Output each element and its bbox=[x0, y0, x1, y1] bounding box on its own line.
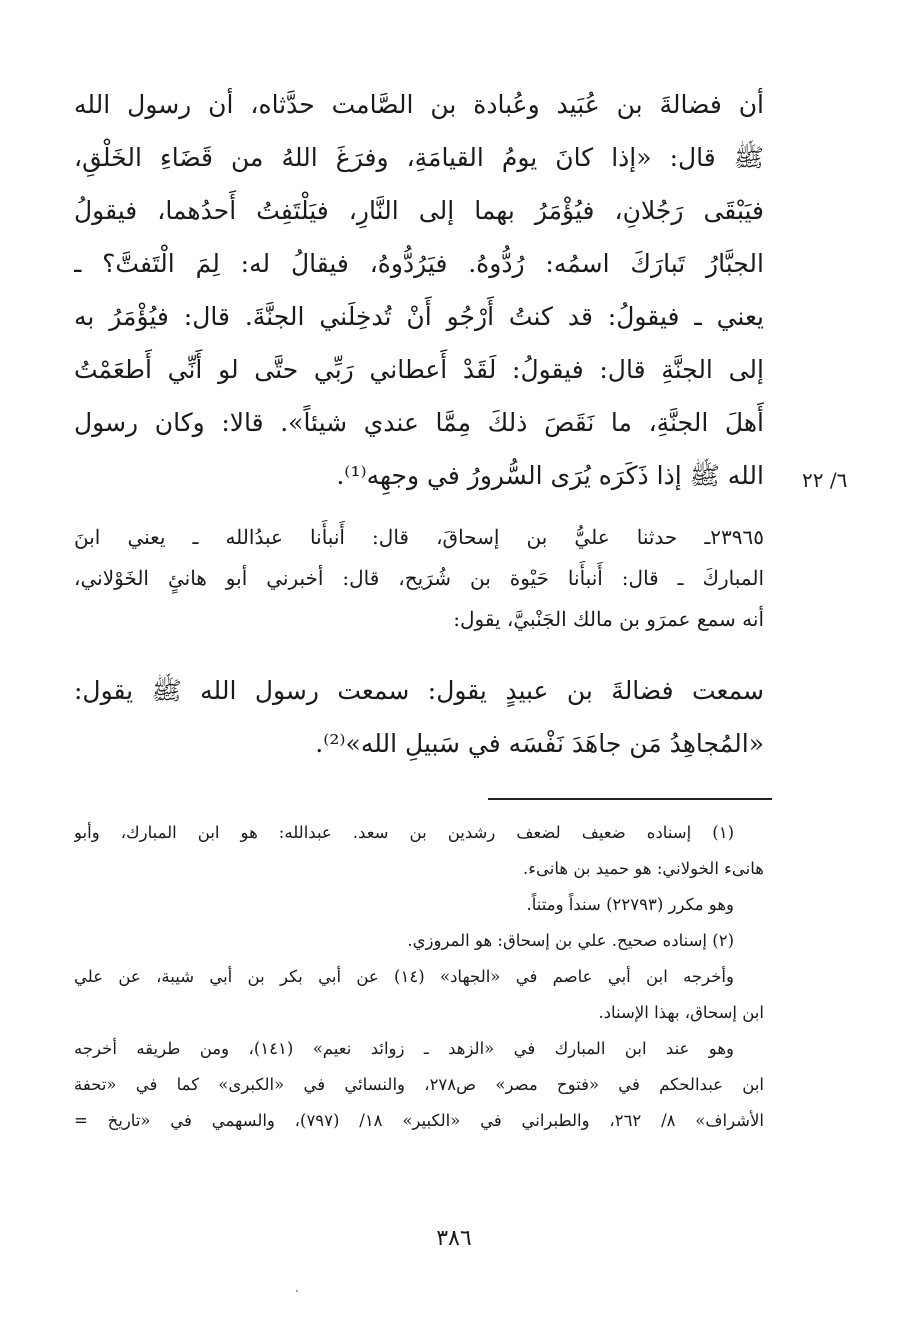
footnote-line: الأشراف» ٨/ ٢٦٢، والطبراني في «الكبير» ١٨/ (٧٩٧)، والسهمي في «تاريخ = bbox=[74, 1111, 764, 1130]
footnote-line: ابن عبدالحكم في «فتوح مصر» ص٢٧٨، والنسائي في «الكبرى» كما في «تحفة bbox=[74, 1075, 764, 1094]
footnote-separator bbox=[488, 798, 772, 800]
footnote-line: وهو عند ابن المبارك في «الزهد ـ زوائد نعيم» (١٤١)، ومن طريقه أخرجه bbox=[74, 1039, 734, 1058]
page-number: ٣٨٦ bbox=[436, 1226, 472, 1251]
margin-reference: ٦/ ٢٢ bbox=[802, 468, 848, 492]
main-text-line: الجبَّارُ تَبارَكَ اسمُه: رُدُّوهُ. فيَرُدُّوهُ، فيقالُ له: لِمَ الْتَفتَّ؟ ـ bbox=[74, 249, 764, 278]
main-text-line: أَهلَ الجنَّةِ، ما نَقَصَ ذلكَ مِمَّا عندي شيئاً». قالا: وكان رسول bbox=[74, 408, 764, 437]
scan-speck bbox=[296, 1290, 298, 1292]
hadith-chain-line: المباركَ ـ قال: أَنبأَنا حَيْوة بن شُرَيح، قال: أخبرني أبو هانئٍ الخَوْلاني، bbox=[74, 566, 764, 590]
main-text-line: يعني ـ فيقولُ: قد كنتُ أَرْجُو أَنْ تُدخِلَني الجنَّةَ. قال: فيُؤْمَرُ به bbox=[74, 302, 764, 331]
main-text-line: إلى الجنَّةِ قال: فيقولُ: لَقَدْ أَعطاني رَبِّي حتَّى لو أَنِّي أَطعَمْتُ bbox=[74, 355, 764, 384]
hadith-text bbox=[74, 664, 764, 770]
footnote-line: هانىء الخولاني: هو حميد بن هانىء. bbox=[523, 859, 764, 878]
footnote-line: وأخرجه ابن أبي عاصم في «الجهاد» (١٤) عن أبي بكر بن أبي شيبة، عن علي bbox=[74, 967, 734, 986]
hadith-chain-line: ٢٣٩٦٥ـ حدثنا عليُّ بن إسحاقَ، قال: أَنبأَنا عبدُالله ـ يعني ابنَ bbox=[74, 525, 764, 549]
footnotes bbox=[74, 815, 764, 1139]
main-text-line: فيَبْقَى رَجُلانِ، فيُؤْمَرُ بهما إلى النَّارِ، فيَلْتَفِتُ أَحدُهما، فيقولُ bbox=[74, 196, 764, 225]
main-text bbox=[74, 78, 764, 502]
main-text-line: الله ﷺ إذا ذَكَرَه يُرَى السُّرورُ في وجهِه⁽¹⁾. bbox=[336, 461, 764, 490]
main-text-line: أن فضالةَ بن عُبَيد وعُبادة بن الصَّامت حدَّثاه، أن رسول الله bbox=[74, 90, 764, 119]
hadith-text-line: سمعت فضالةَ بن عبيدٍ يقول: سمعت رسول الله ﷺ يقول: bbox=[74, 676, 764, 705]
footnote-line: (٢) إسناده صحيح. علي بن إسحاق: هو المروزي. bbox=[407, 931, 734, 950]
footnote-line: (١) إسناده ضعيف لضعف رشدين بن سعد. عبدالله: هو ابن المبارك، وأبو bbox=[74, 823, 734, 842]
hadith-chain bbox=[74, 517, 764, 640]
footnote-line: ابن إسحاق، بهذا الإسناد. bbox=[598, 1003, 764, 1022]
hadith-chain-line: أنه سمع عمرَو بن مالك الجَنْبيَّ، يقول: bbox=[453, 607, 764, 631]
main-text-line: ﷺ قال: «إذا كانَ يومُ القيامَةِ، وفرَغَ اللهُ من قَضَاءِ الخَلْقِ، bbox=[74, 143, 764, 172]
footnote-line: وهو مكرر (٢٢٧٩٣) سنداً ومتناً. bbox=[526, 895, 734, 914]
hadith-text-line: «المُجاهِدُ مَن جاهَدَ نَفْسَه في سَبيلِ الله»⁽²⁾. bbox=[315, 729, 764, 758]
